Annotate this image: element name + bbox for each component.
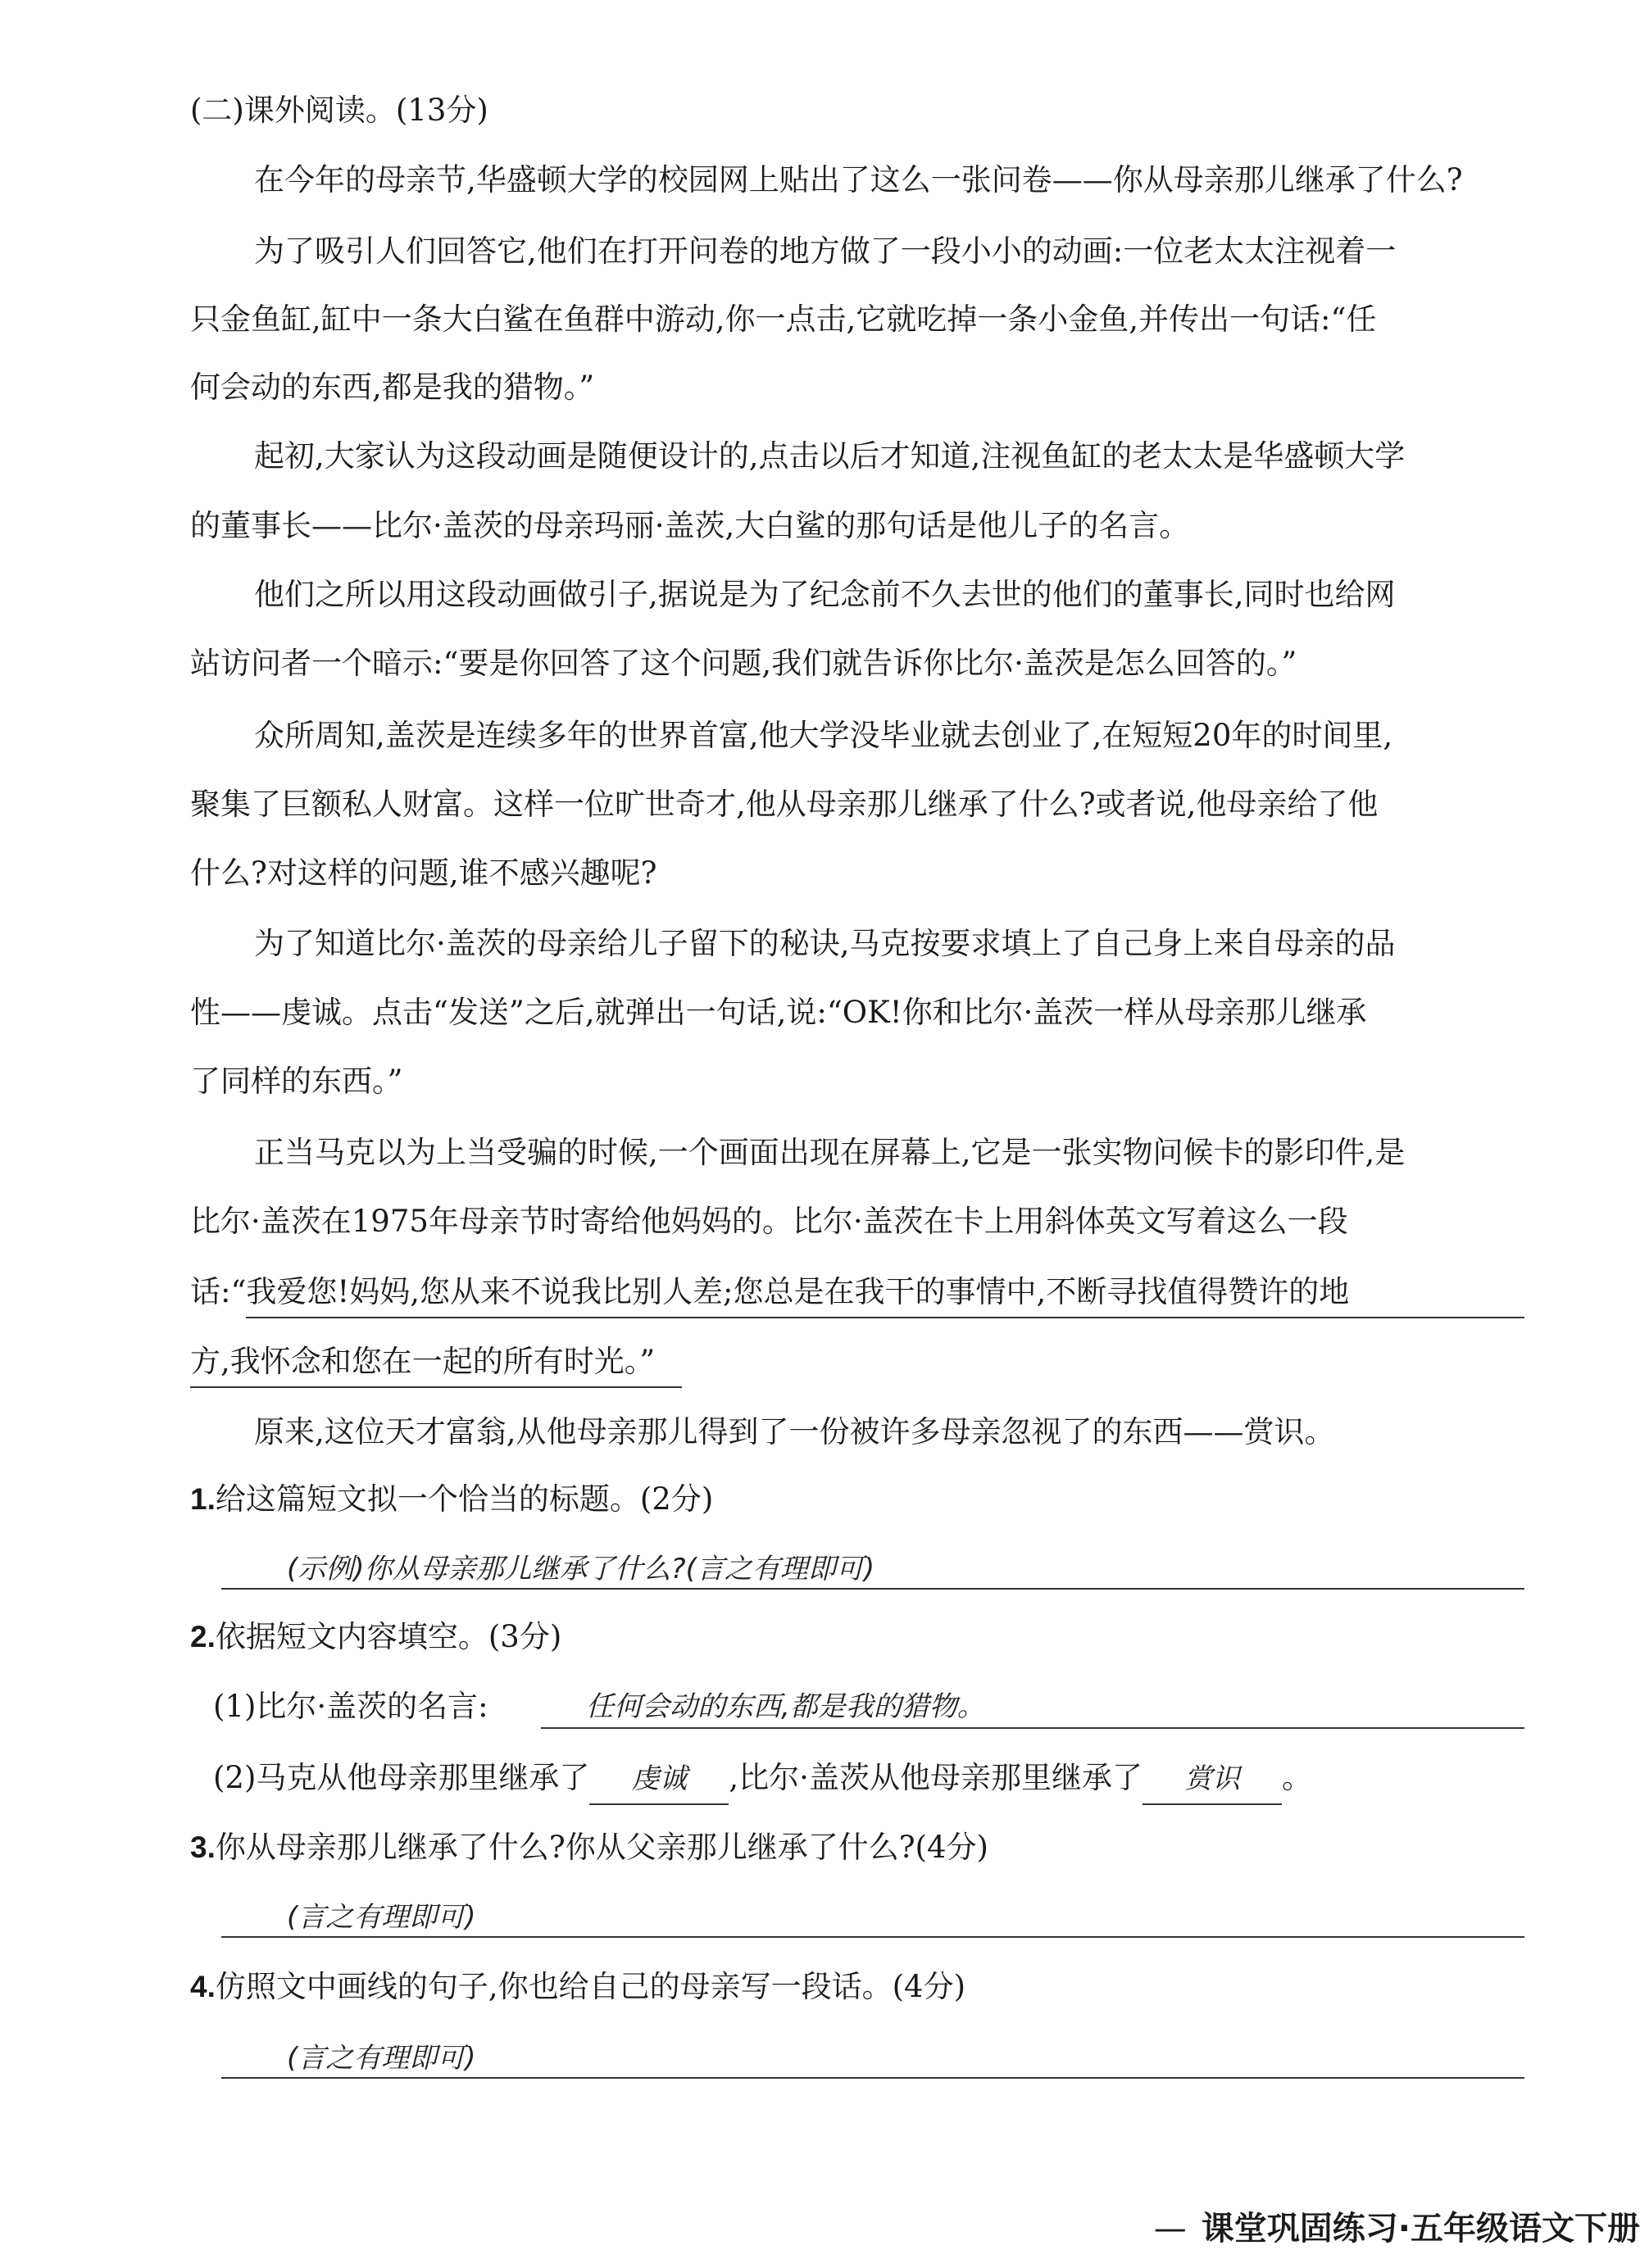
part-middle-text: ,比尔·盖茨从他母亲那里继承了 xyxy=(729,1760,1143,1795)
passage-line: 只金鱼缸,缸中一条大白鲨在鱼群中游动,你一点击,它就吃掉一条小金鱼,并传出一句话:“任 xyxy=(190,302,1377,337)
question-text: 给这篇短文拟一个恰当的标题。(2分) xyxy=(215,1481,714,1517)
worksheet-page: (二)课外阅读。(13分) 在今年的母亲节,华盛顿大学的校园网上贴出了这么一张问卷——你从母亲那儿继承了什么? 为了吸引人们回答它,他们在打开问卷的地方做了一段小小的动画:一位老太太注视着一 只金鱼缸,缸中一条大白鲨在鱼群中游动,你一点击,它就吃掉一条小金鱼,并传出一句话:“任 何会动的东西,都是我的猎物。” 起初,大家认为这段动画是随便设计的,点击以后才知道,注视鱼缸的老太太是华盛顿大学 的董事长——比尔·盖茨的母亲玛丽·盖茨,大白鲨的那句话是他儿子的名言。 他们之所以用这段动画做引子,据说是为了纪念前不久去世的他们的董事长,同时也给网 站访问者一个暗示:“要是你回答了这个问题,我们就告诉你比尔·盖茨是怎么回答的。” 众所周知,盖茨是连续多年的世界首富,他大学没毕业就去创业了,在短短20年的时间里, 聚集了巨额私人财富。这样一位旷世奇才,他从母亲那儿继承了什么?或者说,他母亲给了他 什么?对这样的问题,谁不感兴趣呢? 为了知道比尔·盖茨的母亲给儿子留下的秘诀,马克按要求填上了自己身上来自母亲的品 性——虔诚。点击“发送”之后,就弹出一句话,说:“OK!你和比尔·盖茨一样从母亲那儿继承 了同样的东西。” 正当马克以为上当受骗的时候,一个画面出现在屏幕上,它是一张实物问候卡的影印件,是 比尔·盖茨在1975年母亲节时寄给他妈妈的。比尔·盖茨在卡上用斜体英文写着这么一段 话:“我爱您!妈妈,您从来不说我比别人差;您总是在我干的事情中,不断寻找值得赞许的地 方,我怀念和您在一起的所有时光。” 原来,这位天才富翁,从他母亲那儿得到了一份被许多母亲忽视了的东西——赏识。 1.给这篇短文拟一个恰当的标题。(2分) (示例)你从母亲那儿继承了什么?(言之有理即可) 2.依据短文内容填空。(3分) (1)比尔·盖茨的名言: 任何会动的东西,都是我的猎物。 (2)马克从他母亲那里继承了 虔诚 ,比尔·盖茨从他母亲那里继承了 赏识 。 3.你从母亲那儿继承了什么?你从父亲那儿继承了什么?(4分) (言之有理即可) 4.仿照文中画线的句子,你也给自己的母亲写一段话。(4分) (言之有理即可) — 课堂巩固练习·五年级语文下册 xyxy=(0,0,1640,2268)
blank-answer-1[interactable]: 虔诚 xyxy=(589,1754,729,1805)
passage-line: 为了吸引人们回答它,他们在打开问卷的地方做了一段小小的动画:一位老太太注视着一 xyxy=(254,234,1397,269)
passage-line: 比尔·盖茨在1975年母亲节时寄给他妈妈的。比尔·盖茨在卡上用斜体英文写着这么一段 xyxy=(190,1204,1348,1239)
passage-line: 聚集了巨额私人财富。这样一位旷世奇才,他从母亲那儿继承了什么?或者说,他母亲给了他 xyxy=(190,787,1379,822)
answer-text: (言之有理即可) xyxy=(287,2042,476,2075)
passage-line: 的董事长——比尔·盖茨的母亲玛丽·盖茨,大白鲨的那句话是他儿子的名言。 xyxy=(190,508,1190,543)
part-prefix: (1)比尔·盖茨的名言: xyxy=(213,1689,488,1724)
question-text: 依据短文内容填空。(3分) xyxy=(215,1619,562,1654)
part-end-text: 。 xyxy=(1281,1760,1312,1795)
passage-line: 原来,这位天才富翁,从他母亲那儿得到了一份被许多母亲忽视了的东西——赏识。 xyxy=(254,1414,1335,1449)
answer-underline xyxy=(221,1936,1524,1938)
question-number: 3. xyxy=(190,1830,216,1864)
passage-line: 何会动的东西,都是我的猎物。” xyxy=(190,370,595,405)
passage-line: 什么?对这样的问题,谁不感兴趣呢? xyxy=(190,855,657,891)
question-number: 2. xyxy=(190,1620,216,1653)
blank-answer-2[interactable]: 赏识 xyxy=(1143,1754,1282,1805)
footer-text: 课堂巩固练习·五年级语文下册 xyxy=(1201,2210,1640,2248)
passage-line: 方,我怀念和您在一起的所有时光。” xyxy=(190,1344,656,1379)
passage-line: 起初,大家认为这段动画是随便设计的,点击以后才知道,注视鱼缸的老太太是华盛顿大学 xyxy=(254,438,1406,474)
passage-line: 话:“我爱您!妈妈,您从来不说我比别人差;您总是在我干的事情中,不断寻找值得赞许的地 xyxy=(190,1274,1350,1309)
passage-line: 正当马克以为上当受骗的时候,一个画面出现在屏幕上,它是一张实物问候卡的影印件,是 xyxy=(254,1135,1406,1170)
underline-marked-sentence xyxy=(246,1317,1524,1318)
question-text: 仿照文中画线的句子,你也给自己的母亲写一段话。(4分) xyxy=(215,1969,966,2004)
question-number: 1. xyxy=(190,1482,216,1516)
answer-underline[interactable] xyxy=(541,1727,1524,1729)
passage-line: 他们之所以用这段动画做引子,据说是为了纪念前不久去世的他们的董事长,同时也给网 xyxy=(254,577,1396,612)
answer-text: (言之有理即可) xyxy=(287,1901,476,1934)
question-number: 4. xyxy=(190,1970,216,2003)
passage-line: 站访问者一个暗示:“要是你回答了这个问题,我们就告诉你比尔·盖茨是怎么回答的。” xyxy=(190,646,1297,681)
answer-text: 任何会动的东西,都是我的猎物。 xyxy=(586,1690,985,1723)
answer-text: (示例)你从母亲那儿继承了什么?(言之有理即可) xyxy=(287,1553,875,1585)
passage-line: 在今年的母亲节,华盛顿大学的校园网上贴出了这么一张问卷——你从母亲那儿继承了什么? xyxy=(254,162,1463,197)
passage-line: 性——虔诚。点击“发送”之后,就弹出一句话,说:“OK!你和比尔·盖茨一样从母亲那儿继承 xyxy=(190,995,1367,1030)
passage-line: 了同样的东西。” xyxy=(190,1064,403,1099)
page-footer xyxy=(1154,2204,1640,2253)
underline-marked-sentence xyxy=(190,1386,682,1388)
footer-dash: — xyxy=(1153,2210,1187,2248)
answer-underline xyxy=(221,2077,1524,2079)
answer-underline xyxy=(221,1588,1524,1590)
part-prefix: (2)马克从他母亲那里继承了 xyxy=(213,1760,590,1795)
passage-line: 众所周知,盖茨是连续多年的世界首富,他大学没毕业就去创业了,在短短20年的时间里, xyxy=(254,718,1393,753)
question-text: 你从母亲那儿继承了什么?你从父亲那儿继承了什么?(4分) xyxy=(215,1830,988,1865)
passage-line: 为了知道比尔·盖茨的母亲给儿子留下的秘诀,马克按要求填上了自己身上来自母亲的品 xyxy=(254,926,1396,961)
